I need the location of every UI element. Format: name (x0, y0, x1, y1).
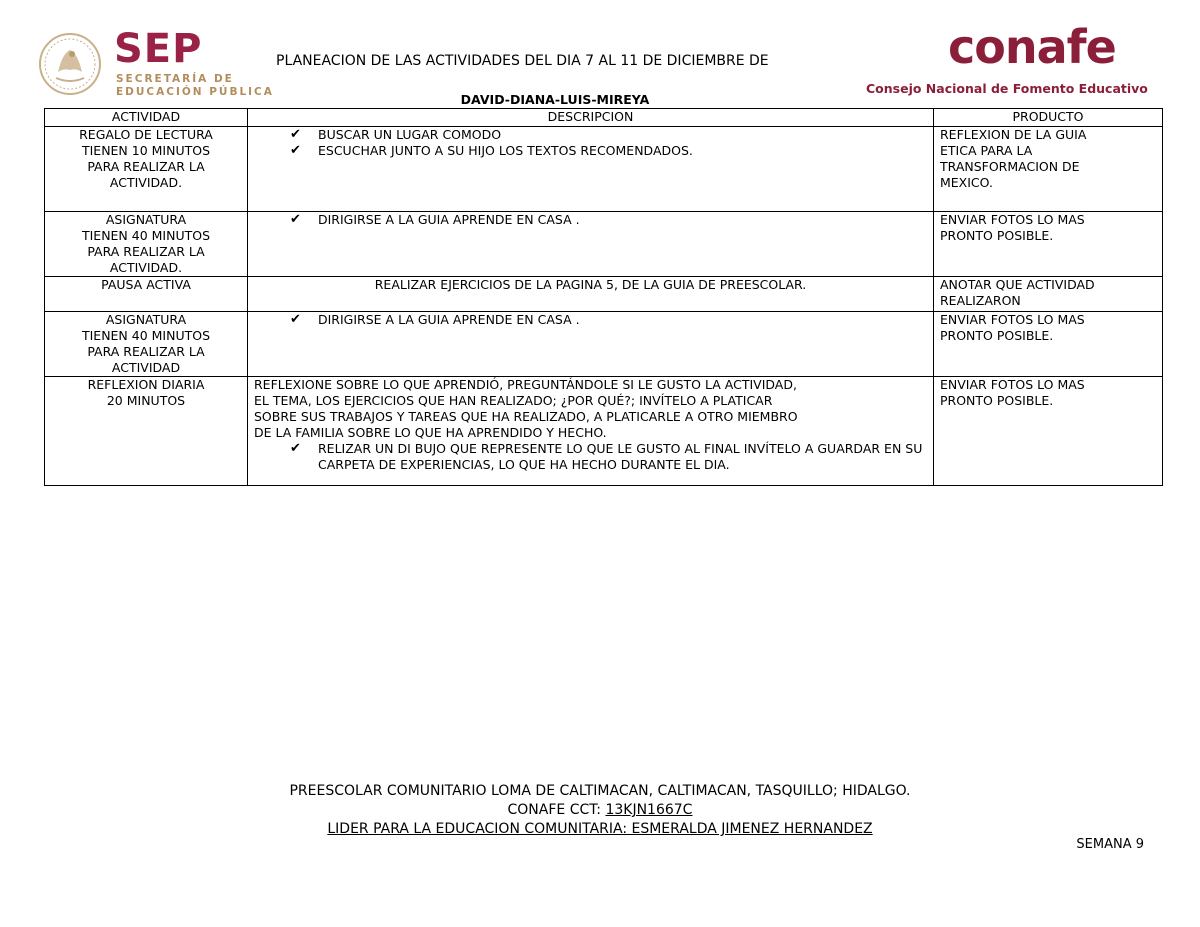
conafe-logo (862, 20, 1148, 102)
table-row (45, 312, 1163, 377)
header-description: DESCRIPCION (248, 109, 934, 127)
product-line: ENVIAR FOTOS LO MAS (940, 312, 1085, 327)
activity-line: 20 MINUTOS (106, 393, 186, 408)
week-label: SEMANA 9 (1076, 837, 1144, 852)
conafe-logo-word: conafe (948, 20, 1116, 74)
checklist-item (290, 127, 927, 143)
table-row (45, 377, 1163, 486)
checklist-item-text: DIRIGIRSE A LA GUIA APRENDE EN CASA . (318, 212, 580, 227)
conafe-logo-subtitle: Consejo Nacional de Fomento Educativo (866, 81, 1148, 96)
checklist (254, 127, 927, 159)
footer-cct-label: CONAFE CCT: (507, 802, 606, 818)
product-line: ENVIAR FOTOS LO MAS (940, 377, 1085, 392)
footer-leader-line: LIDER PARA LA EDUCACION COMUNITARIA: ESMERALDA JIMENEZ HERNANDEZ (327, 821, 873, 837)
checklist-item-text: DIRIGIRSE A LA GUIA APRENDE EN CASA . (318, 312, 580, 327)
activity-line: PARA REALIZAR LA (87, 159, 205, 174)
activity-cell (45, 312, 248, 377)
mexico-coat-of-arms-icon (38, 32, 102, 96)
checklist-item (290, 441, 927, 473)
sep-logo (38, 26, 274, 98)
activity-line: ASIGNATURA (105, 312, 187, 327)
activity-line: ASIGNATURA (105, 212, 187, 227)
product-line: MEXICO. (940, 175, 993, 190)
description-cell (248, 127, 934, 212)
checklist-item-text: RELIZAR UN DI BUJO QUE REPRESENTE LO QUE LE GUSTO AL FINAL INVÍTELO A GUARDAR EN SU CARPETA DE EXPERIENCIAS, LO QUE HA HECHO DURANTE EL DIA. (318, 441, 923, 472)
activity-cell (45, 212, 248, 277)
description-line: REFLEXIONE SOBRE LO QUE APRENDIÓ, PREGUNTÁNDOLE SI LE GUSTO LA ACTIVIDAD, (254, 377, 797, 392)
description-cell (248, 212, 934, 277)
header-activity: ACTIVIDAD (45, 109, 248, 127)
product-line: ANOTAR QUE ACTIVIDAD (940, 277, 1095, 292)
activity-line: ACTIVIDAD. (109, 175, 183, 190)
checkmark-icon: ✔ (290, 312, 301, 327)
activity-line: PARA REALIZAR LA (87, 244, 205, 259)
product-line: TRANSFORMACION DE (940, 159, 1080, 174)
table-row (45, 212, 1163, 277)
activities-table (44, 108, 1163, 486)
checkmark-icon: ✔ (290, 127, 301, 142)
checkmark-icon: ✔ (290, 441, 301, 456)
activity-line: REFLEXION DIARIA (87, 377, 205, 392)
product-cell (934, 212, 1163, 277)
activity-line: PARA REALIZAR LA (87, 344, 205, 359)
checklist-item (290, 212, 927, 228)
product-cell (934, 127, 1163, 212)
activity-cell (45, 277, 248, 312)
footer-cct-line (0, 801, 1200, 819)
header-product: PRODUCTO (934, 109, 1163, 127)
description-line: DE LA FAMILIA SOBRE LO QUE HA APRENDIDO Y HECHO. (254, 425, 607, 440)
product-line: PRONTO POSIBLE. (940, 393, 1054, 408)
sep-logo-word: SEP (114, 26, 203, 72)
activity-line: TIENEN 10 MINUTOS (81, 143, 211, 158)
activity-line: ACTIVIDAD. (109, 260, 183, 275)
product-line: REALIZARON (940, 293, 1021, 308)
description-line: SOBRE SUS TRABAJOS Y TAREAS QUE HA REALIZADO, A PLATICARLE A OTRO MIEMBRO (254, 409, 798, 424)
product-line: PRONTO POSIBLE. (940, 328, 1054, 343)
footer-cct-value: 13KJN1667C (605, 802, 693, 818)
checkmark-icon: ✔ (290, 212, 301, 227)
document-subtitle: DAVID-DIANA-LUIS-MIREYA (460, 92, 650, 107)
checklist (254, 441, 927, 473)
activity-line: TIENEN 40 MINUTOS (81, 328, 211, 343)
checklist-item-text: ESCUCHAR JUNTO A SU HIJO LOS TEXTOS RECOMENDADOS. (318, 143, 693, 158)
description-line: EL TEMA, LOS EJERCICIOS QUE HAN REALIZADO; ¿POR QUÉ?; INVÍTELO A PLATICAR (254, 393, 773, 408)
product-line: ENVIAR FOTOS LO MAS (940, 212, 1085, 227)
checklist-item (290, 143, 927, 159)
product-cell (934, 312, 1163, 377)
description-text: REALIZAR EJERCICIOS DE LA PAGINA 5, DE LA GUIA DE PREESCOLAR. (374, 277, 807, 292)
product-line: PRONTO POSIBLE. (940, 228, 1054, 243)
product-line: REFLEXION DE LA GUIA (940, 127, 1087, 142)
description-cell (248, 377, 934, 486)
table-row (45, 127, 1163, 212)
footer-school-line: PREESCOLAR COMUNITARIO LOMA DE CALTIMACAN, CALTIMACAN, TASQUILLO; HIDALGO. (289, 783, 911, 799)
activity-line: REGALO DE LECTURA (79, 127, 213, 142)
product-cell (934, 377, 1163, 486)
description-cell (248, 312, 934, 377)
activity-line: ACTIVIDAD (111, 360, 181, 375)
activity-cell (45, 377, 248, 486)
activity-cell (45, 127, 248, 212)
table-row (45, 277, 1163, 312)
checkmark-icon: ✔ (290, 143, 301, 158)
checklist (254, 212, 927, 228)
checklist-item-text: BUSCAR UN LUGAR COMODO (318, 127, 502, 142)
checklist-item (290, 312, 927, 328)
sep-logo-line1: SECRETARÍA DE (116, 73, 234, 85)
activity-line: TIENEN 40 MINUTOS (81, 228, 211, 243)
sep-logo-line2: EDUCACIÓN PÚBLICA (116, 86, 274, 98)
product-cell (934, 277, 1163, 312)
checklist (254, 312, 927, 328)
description-cell (248, 277, 934, 312)
product-line: ETICA PARA LA (940, 143, 1033, 158)
table-header-row (45, 109, 1163, 127)
activity-line: PAUSA ACTIVA (101, 277, 191, 292)
document-title: PLANEACION DE LAS ACTIVIDADES DEL DIA 7 AL 11 DE DICIEMBRE DE (276, 53, 769, 69)
